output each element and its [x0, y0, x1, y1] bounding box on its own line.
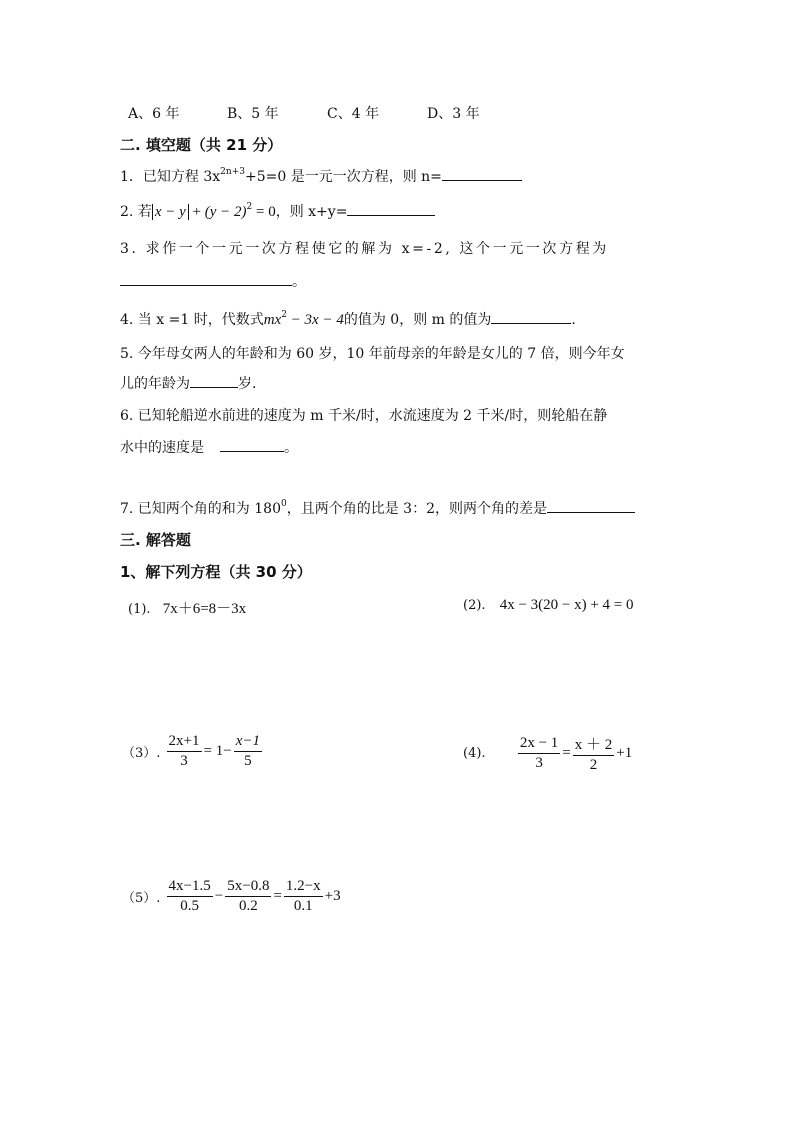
- problem-5: [122, 878, 341, 915]
- problem-4-num-1: 2x − 1: [518, 735, 560, 754]
- q2-square: 2: [246, 202, 253, 212]
- choice-a: A、6 年: [128, 106, 180, 122]
- problem-5-op-2: =: [273, 888, 282, 904]
- problem-3-mid: = 1−: [203, 743, 232, 759]
- problem-4-den-1: 3: [535, 755, 543, 771]
- q4-suffix: 的值为 0，则 m 的值为: [343, 312, 492, 328]
- q7-prefix: 7. 已知两个角的和为 180: [120, 501, 281, 517]
- q6-line2-prefix: 水中的速度是: [120, 440, 204, 456]
- section3-heading: 三. 解答题: [120, 531, 191, 549]
- choice-b: B、5 年: [227, 106, 279, 122]
- q1-middle: +5=0 是一元一次方程，则 n=: [244, 169, 442, 185]
- problem-5-num-2: 5x−0.8: [225, 878, 271, 897]
- problem-5-tail: +3: [324, 888, 341, 904]
- q2-suffix: ，则 x+y=: [275, 204, 348, 220]
- q1-prefix: 1．已知方程 3x: [120, 169, 221, 185]
- problem-5-fraction-3: [284, 878, 323, 915]
- problem-4-tail: +1: [616, 745, 633, 761]
- q3-end: 。: [292, 274, 306, 290]
- q2-equals: = 0: [252, 204, 276, 220]
- problem-5-den-3: 0.1: [293, 898, 313, 914]
- q1-answer-blank[interactable]: [442, 166, 522, 181]
- q7-degree: 0: [280, 499, 287, 509]
- q4-answer-blank[interactable]: [491, 309, 571, 324]
- problem-3-num-1: 2x+1: [167, 733, 202, 752]
- q2-paren-expr: (y − 2): [204, 204, 247, 220]
- q6-line1: 6. 已知轮船逆水前进的速度为 m 千米/时，水流速度为 2 千米/时，则轮船在静: [120, 408, 608, 424]
- question-7: [120, 498, 635, 518]
- q7-answer-blank[interactable]: [547, 498, 635, 513]
- q2-prefix: 2. 若: [120, 204, 152, 220]
- problem-3-den-1: 3: [180, 753, 188, 769]
- problem-5-op-1: −: [214, 888, 224, 904]
- q7-suffix: ，且两个角的比是 3：2，则两个角的差是: [286, 501, 547, 517]
- problem-4-label: (4).: [463, 746, 486, 761]
- q2-answer-blank[interactable]: [347, 201, 435, 216]
- problem-1: [128, 597, 246, 618]
- q4-expr-m: mx: [263, 312, 282, 328]
- choice-c: C、4 年: [327, 106, 380, 122]
- problem-4-fraction-2: [573, 733, 615, 774]
- q4-prefix: 4. 当 x =1 时，代数式: [120, 312, 264, 328]
- problem-3-den-2: 5: [244, 753, 252, 769]
- problem-2-equation: 4x − 3(20 − x) + 4 = 0: [499, 597, 634, 613]
- problem-5-fraction-2: [225, 878, 271, 915]
- problem-3-fraction-1: [167, 733, 202, 770]
- q5-line2-suffix: 岁.: [238, 376, 257, 392]
- question-1: [120, 166, 522, 186]
- q3-answer-blank[interactable]: [120, 271, 292, 286]
- problem-3: [122, 733, 264, 770]
- problem-4-num-2: x ＋ 2: [573, 733, 615, 756]
- question-2: [120, 201, 435, 221]
- problem-5-num-1: 4x−1.5: [167, 878, 213, 897]
- problem-1-label: (1).: [128, 602, 151, 617]
- problem-5-num-3: 1.2−x: [284, 878, 323, 897]
- q5-answer-blank[interactable]: [190, 373, 238, 388]
- section3-subheading: 1、解下列方程（共 30 分）: [120, 563, 312, 581]
- problem-4-den-2: 2: [589, 757, 598, 773]
- q4-expr-square: 2: [281, 310, 287, 320]
- q3-line1: 3. 求作一个一元一次方程使它的解为 x=-2, 这个一元一次方程为: [120, 241, 609, 257]
- q4-end: .: [571, 312, 576, 328]
- problem-5-den-2: 0.2: [238, 898, 258, 914]
- problem-1-equation: 7x＋6=8－3x: [162, 601, 247, 617]
- problem-5-label: （5）.: [122, 891, 161, 906]
- q5-line2-prefix: 儿的年龄为: [120, 376, 190, 392]
- q5-line1: 5. 今年母女两人的年龄和为 60 岁，10 年前母亲的年龄是女儿的 7 倍，则今年女: [120, 346, 625, 362]
- question-4: [120, 309, 576, 329]
- q6-end: 。: [284, 440, 298, 456]
- problem-4-fraction-1: [518, 735, 560, 772]
- q2-abs-expr: x − y: [152, 204, 189, 220]
- problem-4-equals: =: [562, 745, 571, 761]
- problem-3-fraction-2: [234, 733, 262, 770]
- problem-5-fraction-1: [167, 878, 213, 915]
- section2-heading: 二. 填空题（共 21 分）: [120, 136, 283, 154]
- q6-answer-blank[interactable]: [220, 437, 284, 452]
- problem-5-den-1: 0.5: [180, 898, 200, 914]
- q1-exponent: 2n+3: [220, 167, 245, 177]
- q5-line2: [120, 373, 256, 393]
- q4-expr-rest: − 3x − 4: [286, 312, 344, 328]
- q2-plus: +: [188, 204, 205, 220]
- problem-4: [463, 733, 632, 774]
- problem-2-label: (2).: [463, 598, 486, 613]
- problem-2: [463, 597, 634, 614]
- q6-line2: [120, 437, 298, 457]
- problem-3-num-2: x−1: [234, 733, 262, 752]
- q3-line2: [120, 271, 306, 291]
- choice-d: D、3 年: [427, 106, 480, 122]
- problem-3-label: （3）.: [122, 746, 161, 761]
